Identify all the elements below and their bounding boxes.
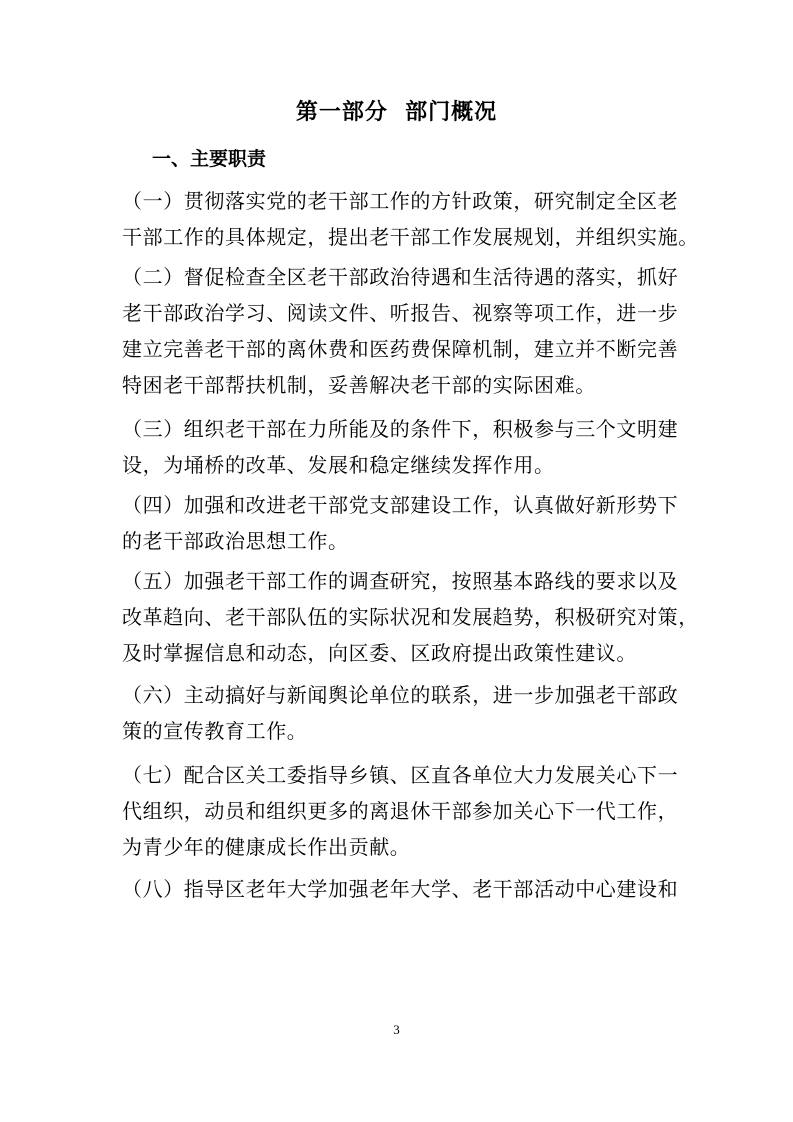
paragraph-line: 建立完善老干部的离休费和医药费保障机制，建立并不断完善 bbox=[122, 337, 679, 361]
paragraph-line: 为青少年的健康成长作出贡献。 bbox=[122, 835, 411, 859]
paragraph-line: 特困老干部帮扶机制，妥善解决老干部的实际困难。 bbox=[122, 373, 596, 397]
paragraph-line: 及时掌握信息和动态，向区委、区政府提出政策性建议。 bbox=[122, 641, 637, 665]
paragraph-line: 改革趋向、老干部队伍的实际状况和发展趋势，积极研究对策， bbox=[122, 605, 699, 629]
paragraph-6 bbox=[122, 677, 712, 749]
paragraph-2 bbox=[122, 259, 712, 403]
page-title: 第一部分 部门概况 bbox=[295, 100, 498, 125]
paragraph-line: 的老干部政治思想工作。 bbox=[122, 529, 349, 553]
paragraph-line: 代组织，动员和组织更多的离退休干部参加关心下一代工作， bbox=[122, 799, 679, 823]
section-heading: 一、主要职责 bbox=[152, 148, 267, 170]
paragraph-line: （八）指导区老年大学加强老年大学、老干部活动中心建设和 bbox=[122, 877, 679, 901]
paragraph-line: 干部工作的具体规定，提出老干部工作发展规划，并组织实施。 bbox=[122, 225, 699, 249]
paragraph-line: 策的宣传教育工作。 bbox=[122, 719, 308, 743]
paragraph-4 bbox=[122, 487, 712, 559]
paragraph-7 bbox=[122, 757, 712, 865]
paragraph-line: （五）加强老干部工作的调查研究，按照基本路线的要求以及 bbox=[122, 569, 679, 593]
page-number: 3 bbox=[393, 1022, 400, 1037]
paragraph-8 bbox=[122, 871, 712, 907]
paragraph-line: （七）配合区关工委指导乡镇、区直各单位大力发展关心下一 bbox=[122, 763, 679, 787]
paragraph-3 bbox=[122, 411, 712, 483]
paragraph-5 bbox=[122, 563, 712, 671]
paragraph-line: 设，为埇桥的改革、发展和稳定继续发挥作用。 bbox=[122, 453, 555, 477]
paragraph-line: （三）组织老干部在力所能及的条件下，积极参与三个文明建 bbox=[122, 417, 679, 441]
paragraph-line: （二）督促检查全区老干部政治待遇和生活待遇的落实，抓好 bbox=[122, 265, 679, 289]
paragraph-line: （四）加强和改进老干部党支部建设工作，认真做好新形势下 bbox=[122, 493, 679, 517]
paragraph-line: 老干部政治学习、阅读文件、听报告、视察等项工作，进一步 bbox=[122, 301, 679, 325]
paragraph-line: （一）贯彻落实党的老干部工作的方针政策，研究制定全区老 bbox=[122, 189, 679, 213]
paragraph-line: （六）主动搞好与新闻舆论单位的联系，进一步加强老干部政 bbox=[122, 683, 679, 707]
paragraph-1 bbox=[122, 183, 712, 255]
